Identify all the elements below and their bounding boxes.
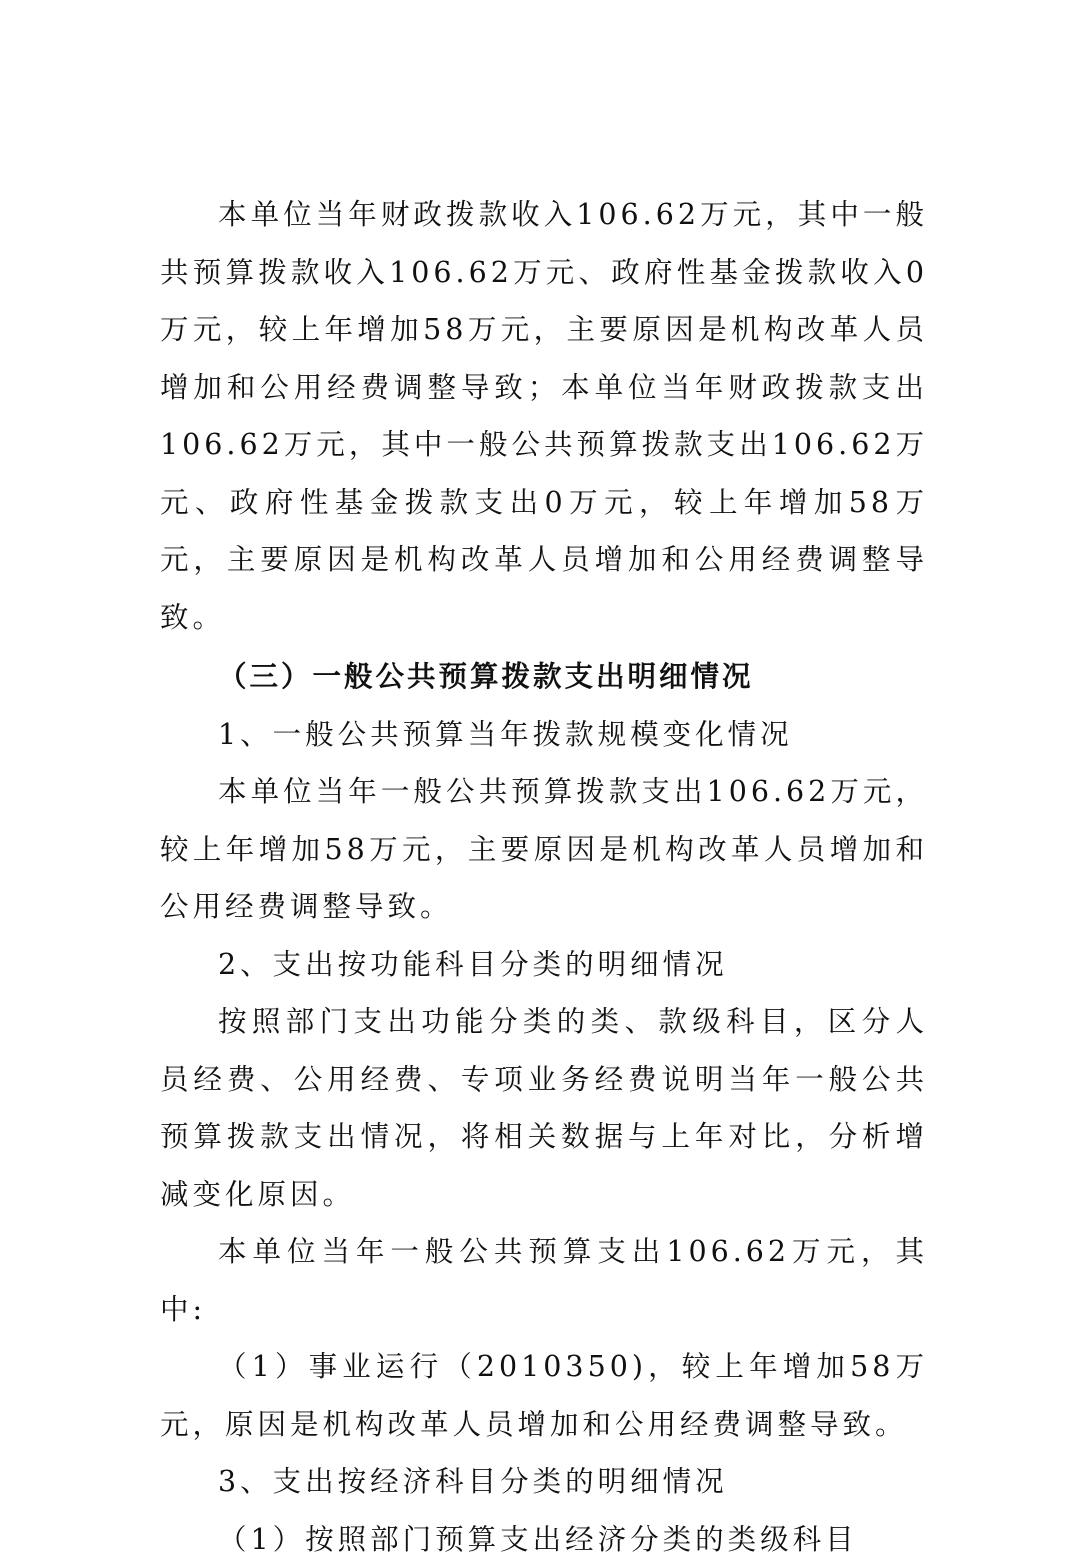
subheading-3: 3、支出按经济科目分类的明细情况 — [160, 1453, 928, 1511]
subheading-2: 2、支出按功能科目分类的明细情况 — [160, 936, 928, 994]
document-body — [160, 186, 928, 1568]
paragraph-item-1: （1）事业运行（2010350)，较上年增加58万元，原因是机构改革人员增加和公用经费调整导致。 — [160, 1338, 928, 1453]
paragraph-functional-classification: 按照部门支出功能分类的类、款级科目，区分人员经费、公用经费、专项业务经费说明当年一般公共预算拨款支出情况，将相关数据与上年对比，分析增减变化原因。 — [160, 993, 928, 1223]
subheading-3-item-1: （1）按照部门预算支出经济分类的类级科目 — [160, 1511, 928, 1568]
paragraph-fiscal-appropriation: 本单位当年财政拨款收入106.62万元，其中一般共预算拨款收入106.62万元、政府性基金拨款收入0万元，较上年增加58万元，主要原因是机构改革人员增加和公用经费调整导致；本单位当年财政拨款支出106.62万元，其中一般公共预算拨款支出106.62万元、政府性基金拨款支出0万元，较上年增加58万元，主要原因是机构改革人员增加和公用经费调整导致。 — [160, 186, 928, 646]
paragraph-scale-change: 本单位当年一般公共预算拨款支出106.62万元，较上年增加58万元，主要原因是机构改革人员增加和公用经费调整导致。 — [160, 763, 928, 936]
subheading-1: 1、一般公共预算当年拨款规模变化情况 — [160, 706, 928, 764]
paragraph-total-expenditure: 本单位当年一般公共预算支出106.62万元，其中: — [160, 1223, 928, 1338]
section-heading-3: （三）一般公共预算拨款支出明细情况 — [160, 648, 928, 706]
